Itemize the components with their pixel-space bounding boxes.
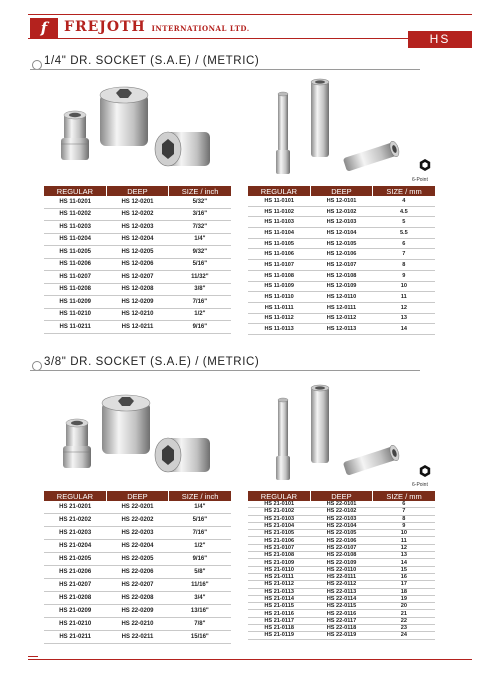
table-cell: 11/16" — [169, 579, 231, 592]
table-row — [44, 527, 231, 540]
table-row — [248, 238, 435, 249]
table-row — [248, 260, 435, 271]
table-cell: 7 — [373, 508, 435, 515]
socket-photo-deep-tall — [310, 77, 330, 159]
table-cell: 9/16" — [169, 321, 231, 334]
table-cell: HS 22-0210 — [106, 618, 168, 631]
table-cell: 1/4" — [169, 233, 231, 246]
table-row — [248, 281, 435, 292]
table-cell: 9/16" — [169, 553, 231, 566]
column-header: SIZE / mm — [373, 186, 435, 196]
table-row — [248, 324, 435, 335]
table-cell: HS 22-0111 — [310, 573, 372, 580]
table-cell: 11/32" — [169, 271, 231, 284]
table-row — [248, 632, 435, 639]
table-cell: 15/16" — [169, 631, 231, 644]
table-row — [248, 552, 435, 559]
table-cell: HS 11-0208 — [44, 283, 106, 296]
table-row — [44, 321, 231, 334]
table-cell: HS 22-0107 — [310, 544, 372, 551]
table-cell: HS 22-0115 — [310, 603, 372, 610]
table-cell: 5/16" — [169, 514, 231, 527]
table-cell: 7/32" — [169, 221, 231, 234]
table-cell: HS 21-0211 — [44, 631, 106, 644]
table-row — [248, 610, 435, 617]
column-header: DEEP — [310, 491, 372, 501]
table-cell: HS 21-0104 — [248, 522, 310, 529]
header-bottom-rule — [28, 38, 472, 39]
table-cell: HS 12-0211 — [106, 321, 168, 334]
table-row — [248, 530, 435, 537]
table-cell: HS 12-0108 — [310, 270, 372, 281]
table-cell: 10 — [373, 281, 435, 292]
socket-photo-regular-small — [60, 108, 90, 163]
table-cell: 6 — [373, 501, 435, 508]
brand-subtitle: INTERNATIONAL LTD. — [151, 24, 250, 33]
table-cell: 13/16" — [169, 605, 231, 618]
table-cell: HS 11-0102 — [248, 206, 310, 217]
table-cell: HS 11-0203 — [44, 221, 106, 234]
table-row — [248, 559, 435, 566]
table-row — [248, 501, 435, 508]
table-row — [44, 271, 231, 284]
table-cell: 11 — [373, 292, 435, 303]
table-row — [44, 246, 231, 259]
column-header: DEEP — [106, 186, 168, 196]
table-cell: HS 22-0103 — [310, 515, 372, 522]
table-cell: 18 — [373, 588, 435, 595]
table-cell: HS 22-0203 — [106, 527, 168, 540]
table-cell: HS 21-0205 — [44, 553, 106, 566]
table-cell: HS 22-0208 — [106, 592, 168, 605]
table-row — [248, 595, 435, 602]
table-cell: HS 11-0210 — [44, 308, 106, 321]
table-cell: HS 12-0202 — [106, 208, 168, 221]
table-cell: HS 21-0101 — [248, 501, 310, 508]
table-cell: HS 12-0209 — [106, 296, 168, 309]
table-cell: HS 12-0201 — [106, 196, 168, 208]
table-cell: 7 — [373, 249, 435, 260]
table-cell: 12 — [373, 302, 435, 313]
table-row — [248, 508, 435, 515]
table-cell: HS 11-0110 — [248, 292, 310, 303]
socket-photo-deep-short — [276, 396, 290, 482]
table-row — [248, 617, 435, 624]
table-cell: HS 11-0206 — [44, 258, 106, 271]
table-cell: HS 12-0101 — [310, 196, 372, 206]
table-row — [248, 603, 435, 610]
table-cell: 16 — [373, 573, 435, 580]
table-cell: 15 — [373, 566, 435, 573]
table-row — [248, 566, 435, 573]
table-cell: HS 12-0110 — [310, 292, 372, 303]
table-cell: HS 11-0113 — [248, 324, 310, 335]
table-cell: HS 11-0209 — [44, 296, 106, 309]
table-cell: 13 — [373, 552, 435, 559]
table-cell: 5/16" — [169, 258, 231, 271]
table-row — [248, 302, 435, 313]
table-cell: HS 21-0105 — [248, 530, 310, 537]
point-label: 6-Point — [412, 482, 428, 488]
table-cell: 9/32" — [169, 246, 231, 259]
table-cell: 3/8" — [169, 283, 231, 296]
brand-title: FREJOTH — [64, 19, 146, 35]
table-cell: 13 — [373, 313, 435, 324]
table-cell: HS 12-0204 — [106, 233, 168, 246]
metric-size-table — [248, 186, 435, 335]
table-cell: HS 22-0110 — [310, 566, 372, 573]
table-row — [44, 208, 231, 221]
table-cell: 19 — [373, 595, 435, 602]
table-row — [44, 579, 231, 592]
table-cell: HS 11-0112 — [248, 313, 310, 324]
column-header: DEEP — [310, 186, 372, 196]
table-row — [44, 592, 231, 605]
table-cell: HS 12-0207 — [106, 271, 168, 284]
table-cell: 10 — [373, 530, 435, 537]
table-cell: 8 — [373, 260, 435, 271]
table-cell: HS 11-0111 — [248, 302, 310, 313]
column-header: REGULAR — [44, 491, 106, 501]
table-cell: 20 — [373, 603, 435, 610]
table-cell: HS 12-0103 — [310, 217, 372, 228]
column-header: SIZE / inch — [169, 491, 231, 501]
table-header-row — [44, 186, 231, 196]
table-cell: HS 22-0201 — [106, 501, 168, 514]
table-cell: 4 — [373, 196, 435, 206]
table-cell: 9 — [373, 270, 435, 281]
table-cell: 3/16" — [169, 208, 231, 221]
table-cell: HS 11-0108 — [248, 270, 310, 281]
table-row — [248, 581, 435, 588]
column-header: DEEP — [106, 491, 168, 501]
table-cell: HS 22-0204 — [106, 540, 168, 553]
section-title-three-eighth-drive: 3/8" DR. SOCKET (S.A.E) / (METRIC) — [44, 356, 260, 368]
table-row — [44, 258, 231, 271]
table-cell: HS 22-0104 — [310, 522, 372, 529]
table-cell: HS 22-0114 — [310, 595, 372, 602]
table-cell: HS 12-0107 — [310, 260, 372, 271]
column-header: SIZE / inch — [169, 186, 231, 196]
table-cell: HS 22-0113 — [310, 588, 372, 595]
table-cell: HS 22-0209 — [106, 605, 168, 618]
column-header: REGULAR — [248, 491, 310, 501]
socket-photo-regular-small — [62, 416, 92, 471]
table-cell: HS 12-0205 — [106, 246, 168, 259]
sae-size-table — [44, 491, 231, 644]
table-cell: HS 12-0206 — [106, 258, 168, 271]
table-cell: HS 21-0109 — [248, 559, 310, 566]
table-cell: 8 — [373, 515, 435, 522]
hex-point-icon — [419, 158, 431, 176]
table-cell: HS 21-0102 — [248, 508, 310, 515]
table-cell: 24 — [373, 632, 435, 639]
table-cell: HS 12-0104 — [310, 228, 372, 239]
table-row — [44, 553, 231, 566]
table-cell: HS 21-0203 — [44, 527, 106, 540]
table-cell: 5/8" — [169, 566, 231, 579]
table-cell: 1/4" — [169, 501, 231, 514]
table-cell: HS 21-0113 — [248, 588, 310, 595]
table-row — [44, 514, 231, 527]
table-cell: HS 21-0119 — [248, 632, 310, 639]
table-row — [44, 308, 231, 321]
table-cell: 1/2" — [169, 308, 231, 321]
column-header: REGULAR — [44, 186, 106, 196]
table-row — [248, 217, 435, 228]
table-cell: HS 11-0104 — [248, 228, 310, 239]
socket-photo-deep-tall — [310, 383, 330, 465]
table-cell: HS 11-0207 — [44, 271, 106, 284]
table-row — [44, 233, 231, 246]
table-row — [248, 537, 435, 544]
table-cell: HS 21-0115 — [248, 603, 310, 610]
table-cell: HS 21-0107 — [248, 544, 310, 551]
socket-photo-deep-short — [276, 90, 290, 176]
section-title-quarter-drive: 1/4" DR. SOCKET (S.A.E) / (METRIC) — [44, 55, 260, 67]
column-header: REGULAR — [248, 186, 310, 196]
table-cell: 6 — [373, 238, 435, 249]
table-header-row — [248, 186, 435, 196]
table-cell: HS 22-0109 — [310, 559, 372, 566]
table-cell: HS 11-0106 — [248, 249, 310, 260]
table-cell: HS 21-0116 — [248, 610, 310, 617]
table-cell: HS 22-0105 — [310, 530, 372, 537]
brand-logo: f — [30, 18, 58, 38]
point-label: 6-Point — [412, 177, 428, 183]
table-cell: HS 22-0205 — [106, 553, 168, 566]
metric-size-table — [248, 491, 435, 640]
table-cell: HS 21-0108 — [248, 552, 310, 559]
table-cell: HS 22-0117 — [310, 617, 372, 624]
table-cell: HS 11-0204 — [44, 233, 106, 246]
table-cell: HS 12-0203 — [106, 221, 168, 234]
table-cell: HS 12-0112 — [310, 313, 372, 324]
table-cell: HS 12-0109 — [310, 281, 372, 292]
section-tab-hs: HS — [408, 31, 472, 48]
table-header-row — [44, 491, 231, 501]
table-cell: 7/8" — [169, 618, 231, 631]
table-cell: 9 — [373, 522, 435, 529]
section-underline — [30, 370, 420, 371]
table-row — [44, 631, 231, 644]
table-cell: HS 12-0111 — [310, 302, 372, 313]
sae-size-table — [44, 186, 231, 334]
table-cell: HS 22-0207 — [106, 579, 168, 592]
table-cell: HS 21-0206 — [44, 566, 106, 579]
table-cell: 4.5 — [373, 206, 435, 217]
table-row — [248, 228, 435, 239]
section-underline — [30, 69, 420, 70]
table-cell: HS 22-0116 — [310, 610, 372, 617]
table-header-row — [248, 491, 435, 501]
table-row — [248, 196, 435, 206]
footer-rule — [28, 659, 472, 660]
socket-photo-regular-large — [96, 84, 152, 150]
socket-photo-deep-side — [338, 444, 402, 480]
table-row — [44, 221, 231, 234]
table-cell: 7/16" — [169, 527, 231, 540]
table-cell: HS 21-0106 — [248, 537, 310, 544]
table-cell: HS 22-0206 — [106, 566, 168, 579]
socket-photo-regular-large — [98, 392, 154, 458]
table-row — [248, 206, 435, 217]
table-row — [248, 544, 435, 551]
table-cell: HS 21-0112 — [248, 581, 310, 588]
table-cell: HS 12-0208 — [106, 283, 168, 296]
table-cell: HS 12-0105 — [310, 238, 372, 249]
table-cell: HS 11-0101 — [248, 196, 310, 206]
table-cell: HS 11-0211 — [44, 321, 106, 334]
brand-name — [64, 19, 250, 35]
socket-photo-regular-side — [150, 432, 212, 478]
header-top-rule — [28, 14, 472, 15]
table-cell: HS 21-0110 — [248, 566, 310, 573]
table-cell: HS 11-0103 — [248, 217, 310, 228]
table-cell: HS 21-0201 — [44, 501, 106, 514]
table-row — [44, 296, 231, 309]
socket-photo-deep-side — [338, 140, 402, 176]
table-row — [248, 522, 435, 529]
table-row — [44, 540, 231, 553]
table-row — [248, 515, 435, 522]
table-cell: HS 22-0202 — [106, 514, 168, 527]
table-cell: HS 12-0113 — [310, 324, 372, 335]
table-cell: 5 — [373, 217, 435, 228]
table-cell: HS 22-0101 — [310, 501, 372, 508]
table-cell: HS 22-0102 — [310, 508, 372, 515]
table-cell: 12 — [373, 544, 435, 551]
table-row — [248, 573, 435, 580]
table-cell: HS 21-0111 — [248, 573, 310, 580]
table-cell: 5.5 — [373, 228, 435, 239]
table-cell: HS 21-0209 — [44, 605, 106, 618]
table-cell: HS 21-0114 — [248, 595, 310, 602]
table-cell: HS 11-0109 — [248, 281, 310, 292]
table-cell: HS 22-0211 — [106, 631, 168, 644]
column-header: SIZE / mm — [373, 491, 435, 501]
table-row — [44, 196, 231, 208]
table-cell: 23 — [373, 625, 435, 632]
hex-point-icon — [419, 464, 431, 482]
table-cell: 21 — [373, 610, 435, 617]
table-cell: HS 22-0119 — [310, 632, 372, 639]
table-row — [248, 249, 435, 260]
table-cell: HS 21-0208 — [44, 592, 106, 605]
table-cell: HS 12-0210 — [106, 308, 168, 321]
table-cell: HS 21-0207 — [44, 579, 106, 592]
table-row — [248, 270, 435, 281]
table-row — [248, 625, 435, 632]
table-cell: 3/4" — [169, 592, 231, 605]
table-cell: 5/32" — [169, 196, 231, 208]
table-cell: HS 21-0117 — [248, 617, 310, 624]
table-cell: 17 — [373, 581, 435, 588]
table-row — [44, 283, 231, 296]
socket-photo-regular-side — [150, 126, 212, 172]
table-cell: HS 11-0205 — [44, 246, 106, 259]
table-cell: HS 21-0202 — [44, 514, 106, 527]
table-row — [44, 566, 231, 579]
table-cell: 1/2" — [169, 540, 231, 553]
table-cell: HS 22-0108 — [310, 552, 372, 559]
table-cell: HS 21-0204 — [44, 540, 106, 553]
table-cell: HS 11-0201 — [44, 196, 106, 208]
table-cell: 11 — [373, 537, 435, 544]
table-cell: HS 11-0107 — [248, 260, 310, 271]
table-cell: HS 11-0105 — [248, 238, 310, 249]
table-cell: HS 22-0112 — [310, 581, 372, 588]
table-cell: 22 — [373, 617, 435, 624]
table-cell: HS 21-0103 — [248, 515, 310, 522]
table-cell: HS 12-0102 — [310, 206, 372, 217]
table-cell: HS 21-0118 — [248, 625, 310, 632]
table-row — [248, 292, 435, 303]
table-cell: HS 21-0210 — [44, 618, 106, 631]
table-cell: 14 — [373, 324, 435, 335]
table-cell: HS 11-0202 — [44, 208, 106, 221]
table-cell: HS 22-0106 — [310, 537, 372, 544]
table-row — [44, 501, 231, 514]
table-row — [248, 588, 435, 595]
table-row — [44, 618, 231, 631]
table-row — [44, 605, 231, 618]
table-cell: HS 22-0118 — [310, 625, 372, 632]
table-cell: 7/16" — [169, 296, 231, 309]
table-cell: 14 — [373, 559, 435, 566]
table-cell: HS 12-0106 — [310, 249, 372, 260]
table-row — [248, 313, 435, 324]
